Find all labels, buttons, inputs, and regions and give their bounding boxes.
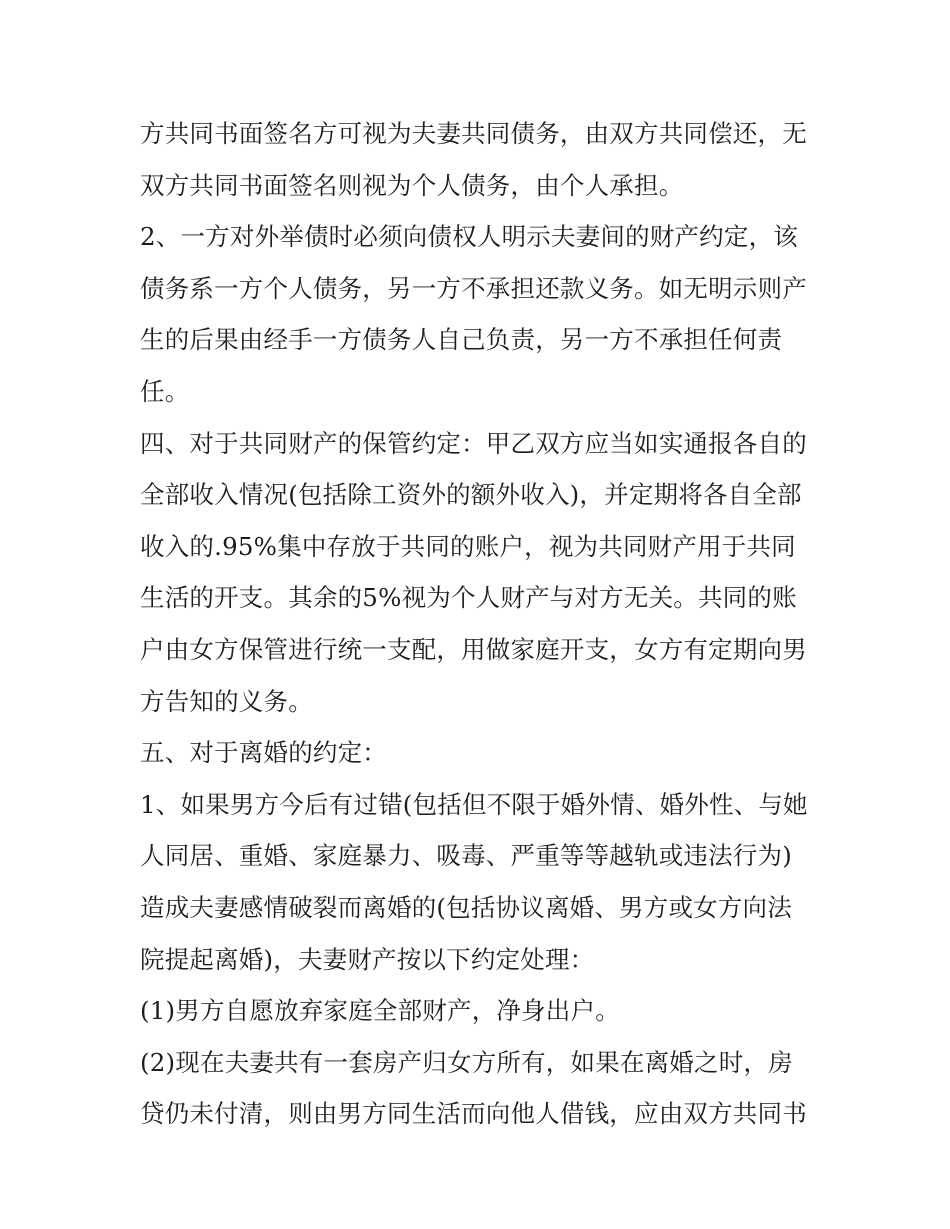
text-line: 户由女方保管进行统一支配，用做家庭开支，女方有定期向男 (140, 634, 807, 664)
text-line: 全部收入情况(包括除工资外的额外收入)，并定期将各自全部 (140, 480, 802, 510)
text-line: 人同居、重婚、家庭暴力、吸毒、严重等等越轨或违法行为) (140, 841, 792, 871)
text-line: 方共同书面签名方可视为夫妻共同债务，由双方共同偿还，无 (140, 119, 807, 148)
document-body (140, 108, 820, 1140)
text-line: 造成夫妻感情破裂而离婚的(包括协议离婚、男方或女方向法 (140, 892, 792, 922)
text-line: 1、如果男方今后有过错(包括但不限于婚外情、婚外性、与她 (140, 789, 808, 819)
text-line: 五、对于离婚的约定： (140, 738, 387, 768)
text-line: (1)男方自愿放弃家庭全部财产，净身出户。 (140, 996, 620, 1026)
text-line: 2、一方对外举债时必须向债权人明示夫妻间的财产约定，该 (140, 222, 798, 252)
text-line: 四、对于共同财产的保管约定：甲乙双方应当如实通报各自的 (140, 428, 807, 458)
text-line: 生活的开支。其余的5%视为个人财产与对方无关。共同的账 (140, 583, 797, 613)
text-line: 债务系一方个人债务，另一方不承担还款义务。如无明示则产 (140, 273, 807, 303)
text-line: 收入的.95%集中存放于共同的账户，视为共同财产用于共同 (140, 531, 796, 561)
text-line: 生的后果由经手一方债务人自己负责，另一方不承担任何责 (140, 325, 783, 355)
text-line: 任。 (140, 376, 190, 406)
text-line: (2)现在夫妻共有一套房产归女方所有，如果在离婚之时，房 (140, 1047, 793, 1077)
text-line: 贷仍未付清，则由男方同生活而向他人借钱，应由双方共同书 (140, 1099, 807, 1129)
text-line: 院提起离婚)，夫妻财产按以下约定处理： (140, 944, 595, 974)
text-line: 双方共同书面签名则视为个人债务，由个人承担。 (140, 170, 684, 200)
text-line: 方告知的义务。 (140, 686, 313, 716)
